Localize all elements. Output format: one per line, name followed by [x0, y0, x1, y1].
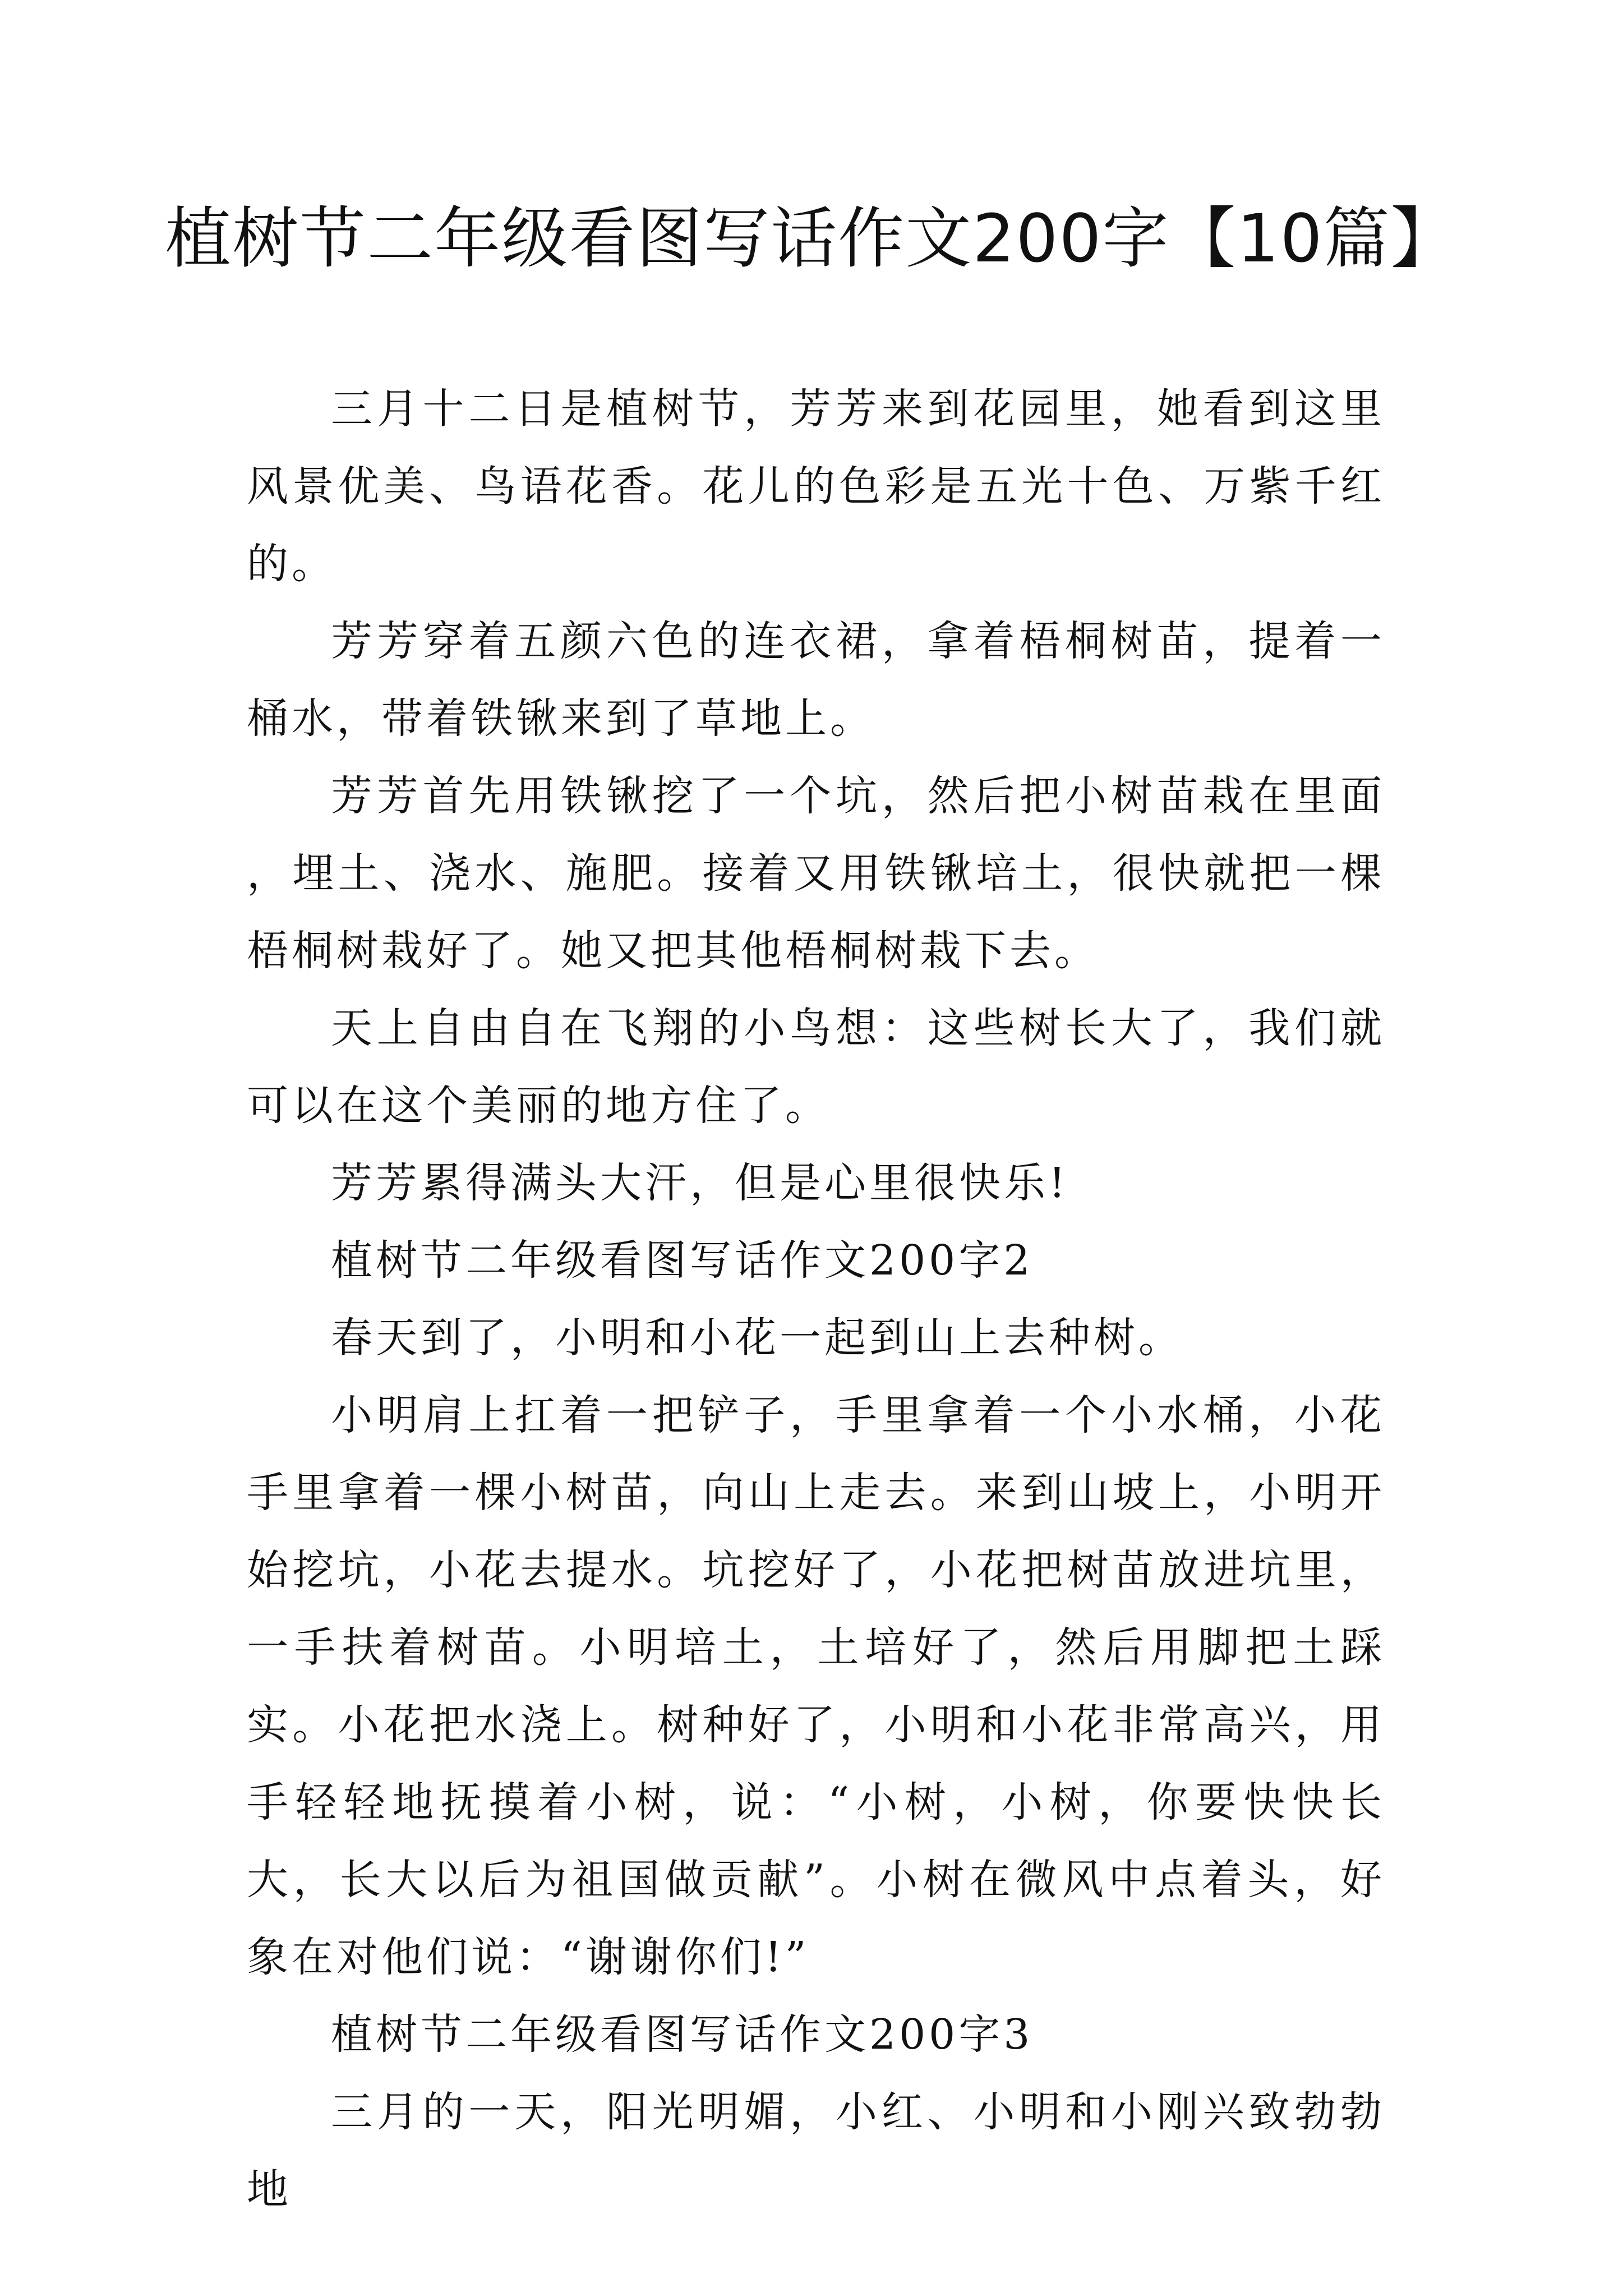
paragraph: 芳芳累得满头大汗，但是心里很快乐!: [331, 1159, 1069, 1207]
section-heading: 植树节二年级看图写话作文200字2: [331, 1236, 1034, 1285]
document-title: 植树节二年级看图写话作文200字【10篇】: [165, 200, 1458, 277]
document-body: [247, 370, 1385, 2228]
paragraph: 天上自由自在飞翔的小鸟想：这些树长大了，我们就可以在这个美丽的地方住了。: [247, 1004, 1385, 1130]
paragraph: 三月十二日是植树节，芳芳来到花园里，她看到这里风景优美、鸟语花香。花儿的色彩是五光十色、万紫千红的。: [247, 385, 1385, 588]
paragraph: 芳芳首先用铁锹挖了一个坑，然后把小树苗栽在里面 ，埋土、浇水、施肥。接着又用铁锹培土，很快就把一棵梧桐树栽好了。她又把其他梧桐树栽下去。: [247, 772, 1385, 975]
paragraph: 小明肩上扛着一把铲子，手里拿着一个小水桶，小花手里拿着一棵小树苗，向山上走去。来到山坡上，小明开始挖坑，小花去提水。坑挖好了，小花把树苗放进坑里，一手扶着树苗。小明培土，土培好了，然后用脚把土踩实。小花把水浇上。树种好了，小明和小花非常高兴，用手轻轻地抚摸着小树，说：“小树，小树，你要快快长大，长大以后为祖国做贡献”。小树在微风中点着头，好象在对他们说：“谢谢你们!”: [247, 1391, 1385, 1981]
paragraph: 春天到了，小明和小花一起到山上去种树。: [331, 1314, 1183, 1362]
section-heading: 植树节二年级看图写话作文200字3: [331, 2010, 1034, 2059]
paragraph: 芳芳穿着五颜六色的连衣裙，拿着梧桐树苗，提着一桶水，带着铁锹来到了草地上。: [247, 617, 1385, 743]
paragraph: 三月的一天，阳光明媚，小红、小明和小刚兴致勃勃地: [247, 2088, 1385, 2214]
